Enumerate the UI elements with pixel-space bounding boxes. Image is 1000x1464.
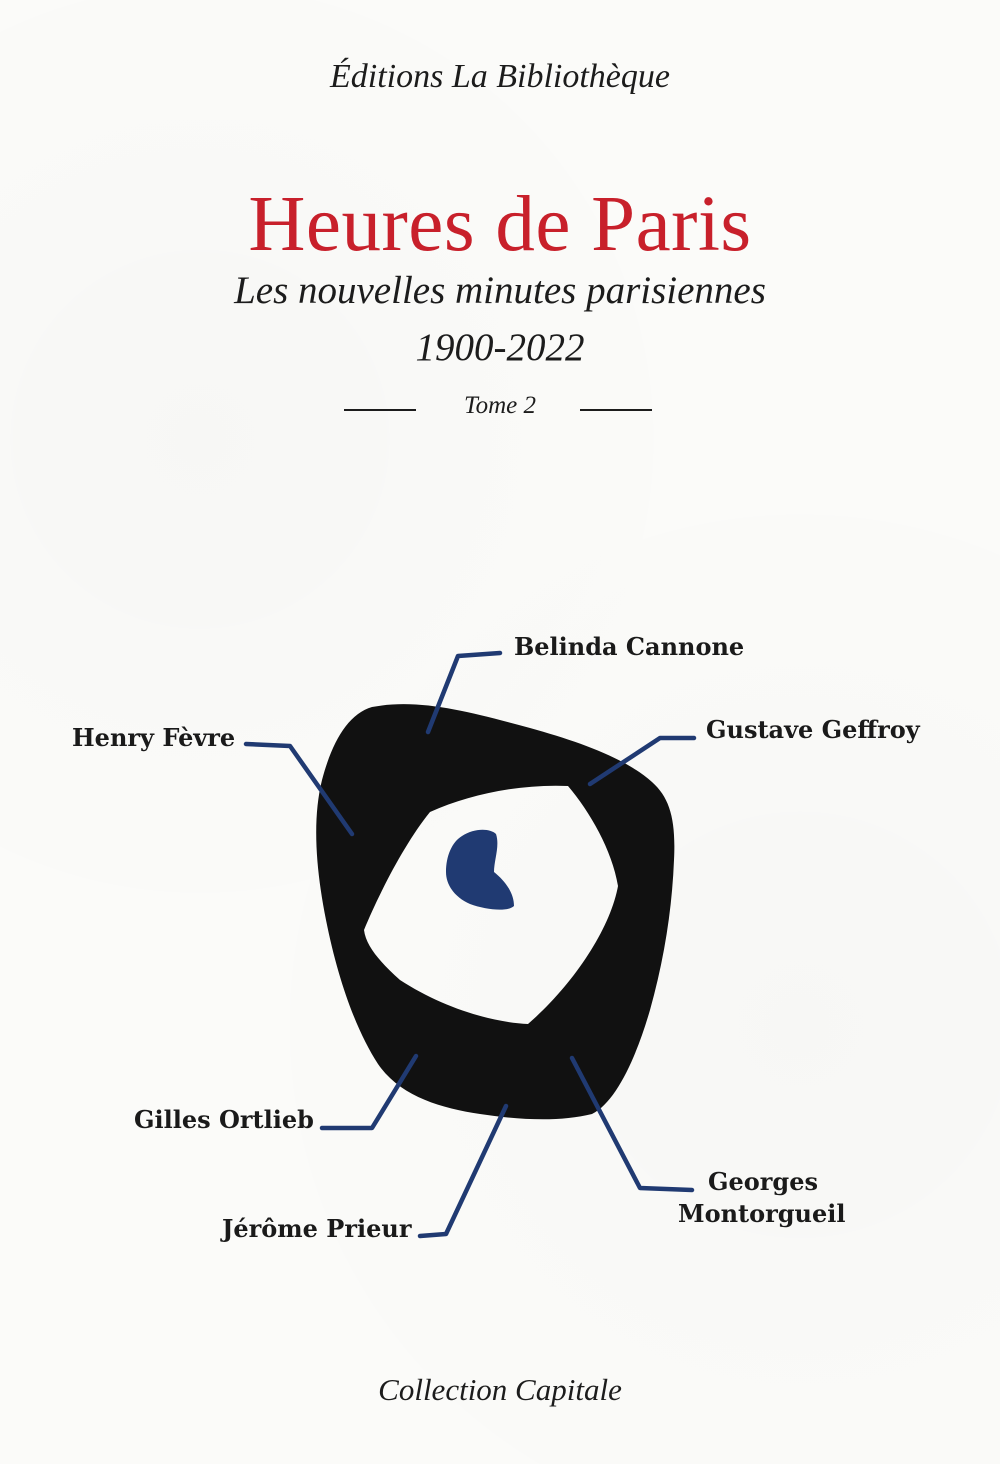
author-gilles-ortlieb: Gilles Ortlieb [134, 1105, 314, 1134]
book-title: Heures de Paris [248, 181, 752, 268]
author-henry-fevre: Henry Fèvre [72, 723, 236, 752]
book-subtitle: Les nouvelles minutes parisiennes [234, 269, 766, 312]
blue-center-shape [446, 830, 514, 910]
author-belinda-cannone: Belinda Cannone [514, 632, 745, 661]
volume-label: Tome 2 [463, 392, 536, 419]
publisher-name: Éditions La Bibliothèque [330, 58, 670, 95]
collection-name: Collection Capitale [378, 1372, 622, 1407]
author-jerome-prieur: Jérôme Prieur [222, 1214, 412, 1243]
leader-line-jerome [420, 1106, 506, 1236]
author-gustave-geffroy: Gustave Geffroy [706, 715, 920, 744]
book-years: 1900-2022 [415, 326, 585, 369]
author-georges-line2: Montorgueil [678, 1199, 846, 1228]
author-georges-line1: Georges [708, 1167, 818, 1196]
